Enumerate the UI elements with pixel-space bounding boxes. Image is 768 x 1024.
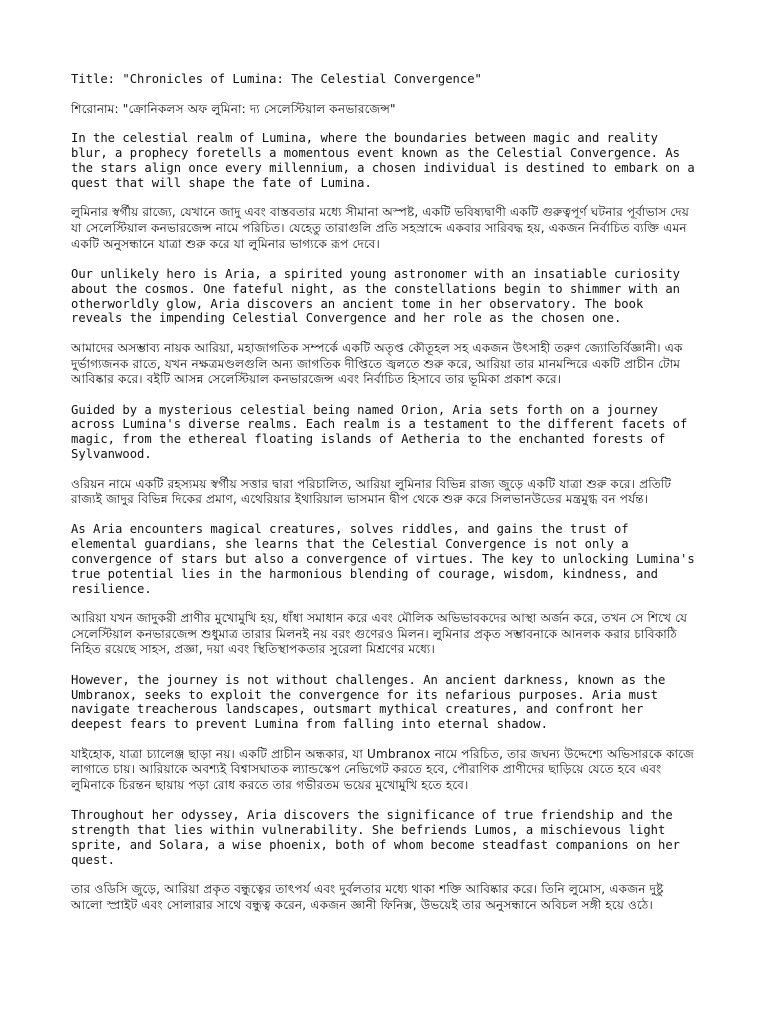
document-page xyxy=(71,72,699,928)
paragraph-english-1: In the celestial realm of Lumina, where the boundaries between magic and reality blur, a prophecy foretells a momentous event known as the Celestial Convergence. As the stars align once every millennium, a chosen individual is destined to embark on a quest that will shape the fate of Lumina. xyxy=(71,131,695,190)
title-english: Title: "Chronicles of Lumina: The Celestial Convergence" xyxy=(71,72,482,86)
paragraph-english-3: Guided by a mysterious celestial being named Orion, Aria sets forth on a journey across Lumina's diverse realms. Each realm is a testament to the different facets of magic, from the ethereal floating islands of Aetheria to the enchanted forests of Sylvanwood. xyxy=(71,402,688,461)
paragraph-english-6: Throughout her odyssey, Aria discovers the significance of true friendship and the strength that lies within vulnerability. She befriends Lumos, a mischievous light sprite, and Solara, a wise phoenix, both of whom become steadfast companions on her quest. xyxy=(71,808,681,867)
paragraph-bengali-4: আরিয়া যখন জাদুকরী প্রাণীর মুখোমুখি হয়, ধাঁধা সমাধান করে এবং মৌলিক অভিভাবকদের আস্থা অর্জন করে, তখন সে শিখে যে সেলেস্টিয়াল কনভারজেন্স শুধুমাত্র তারার মিলনই নয় বরং গুণেরও মিলন। লুমিনার প্রকৃত সম্ভাবনাকে আনলক করার চাবিকাঠি নিহিত রয়েছে সাহস, প্রজ্ঞা, দয়া এবং স্থিতিস্থাপকতার সুরেলা মিশ্রণের মধ্যে। xyxy=(71,611,688,657)
paragraph-bengali-6: তার ওডিসি জুড়ে, আরিয়া প্রকৃত বন্ধুত্বের তাৎপর্য এবং দুর্বলতার মধ্যে থাকা শক্তি আবিষ্কার করে। তিনি লুমোস, একজন দুষ্টু আলো স্প্রাইট এবং সোলারার সাথে বন্ধুত্ব করেন, একজন জ্ঞানী ফিনিক্স, উভয়েই তার অনুসন্ধানে অবিচল সঙ্গী হয়ে ওঠে। xyxy=(71,882,664,912)
title-bengali: শিরোনাম: "ক্রোনিকলস অফ লুমিনা: দ্য সেলেস্টিয়াল কনভারজেন্স" xyxy=(71,101,396,116)
paragraph-english-4: As Aria encounters magical creatures, solves riddles, and gains the trust of elemental guardians, she learns that the Celestial Convergence is not only a convergence of stars but also a convergence of virtues. The key to unlocking Lumina's true potential lies in the harmonious blending of courage, wisdom, kindness, and resilience. xyxy=(71,522,695,596)
paragraph-bengali-5: যাইহোক, যাত্রা চ্যালেঞ্জ ছাড়া নয়। একটি প্রাচীন অন্ধকার, যা Umbranox নামে পরিচিত, তার জঘন্য উদ্দেশ্যে অভিসারকে কাজে লাগাতে চায়। আরিয়াকে অবশ্যই বিশ্বাসঘাতক ল্যান্ডস্কেপ নেভিগেট করতে হবে, পৌরাণিক প্রাণীদের ছাড়িয়ে যেতে হবে এবং লুমিনাকে চিরন্তন ছায়ায় পড়া রোধ করতে তার গভীরতম ভয়ের মুখোমুখি হতে হবে। xyxy=(71,746,694,793)
paragraph-bengali-3: ওরিয়ন নামে একটি রহস্যময় স্বর্গীয় সত্তার দ্বারা পরিচালিত, আরিয়া লুমিনার বিভিন্ন রাজ্য জুড়ে একটি যাত্রা শুরু করে। প্রতিটি রাজ্যই জাদুর বিভিন্ন দিকের প্রমাণ, এথেরিয়ার ইথারিয়াল ভাসমান দ্বীপ থেকে শুরু করে সিলভানউডের মন্ত্রমুগ্ধ বন পর্যন্ত। xyxy=(71,476,672,507)
paragraph-bengali-1: লুমিনার স্বর্গীয় রাজ্যে, যেখানে জাদু এবং বাস্তবতার মধ্যে সীমানা অস্পষ্ট, একটি ভবিষ্যদ্বাণী একটি গুরুত্বপূর্ণ ঘটনার পূর্বাভাস দেয় যা সেলেস্টিয়াল কনভারজেন্স নামে পরিচিত। যেহেতু তারাগুলি প্রতি সহস্রাব্দে একবার সারিবদ্ধ হয়, একজন নির্বাচিত ব্যক্তি এমন একটি অনুসন্ধানে যাত্রা শুরু করে যা লুমিনার ভাগ্যকে রূপ দেবে। xyxy=(71,205,690,251)
paragraph-bengali-2: আমাদের অসম্ভাব্য নায়ক আরিয়া, মহাজাগতিক সম্পর্কে একটি অতৃপ্ত কৌতূহল সহ একজন উৎসাহী তরুণ জ্যোতির্বিজ্ঞানী। এক দুর্ভাগ্যজনক রাতে, যখন নক্ষত্রমণ্ডলগুলি অন্য জাগতিক দীপ্তিতে জ্বলতে শুরু করে, আরিয়া তার মানমন্দিরে একটি প্রাচীন টোম আবিষ্কার করে। বইটি আসন্ন সেলেস্টিয়াল কনভারজেন্স এবং নির্বাচিত হিসাবে তার ভূমিকা প্রকাশ করে। xyxy=(71,340,683,387)
paragraph-english-2: Our unlikely hero is Aria, a spirited young astronomer with an insatiable curiosity about the cosmos. One fateful night, as the constellations begin to shimmer with an otherworldly glow, Aria discovers an ancient tome in her observatory. The book reveals the impending Celestial Convergence and her role as the chosen one. xyxy=(71,266,681,326)
paragraph-english-5: However, the journey is not without challenges. An ancient darkness, known as the Umbranox, seeks to exploit the convergence for its nefarious purposes. Aria must navigate treacherous landscapes, outsmart mythical creatures, and confront her deepest fears to prevent Lumina from falling into eternal shadow. xyxy=(71,672,666,732)
